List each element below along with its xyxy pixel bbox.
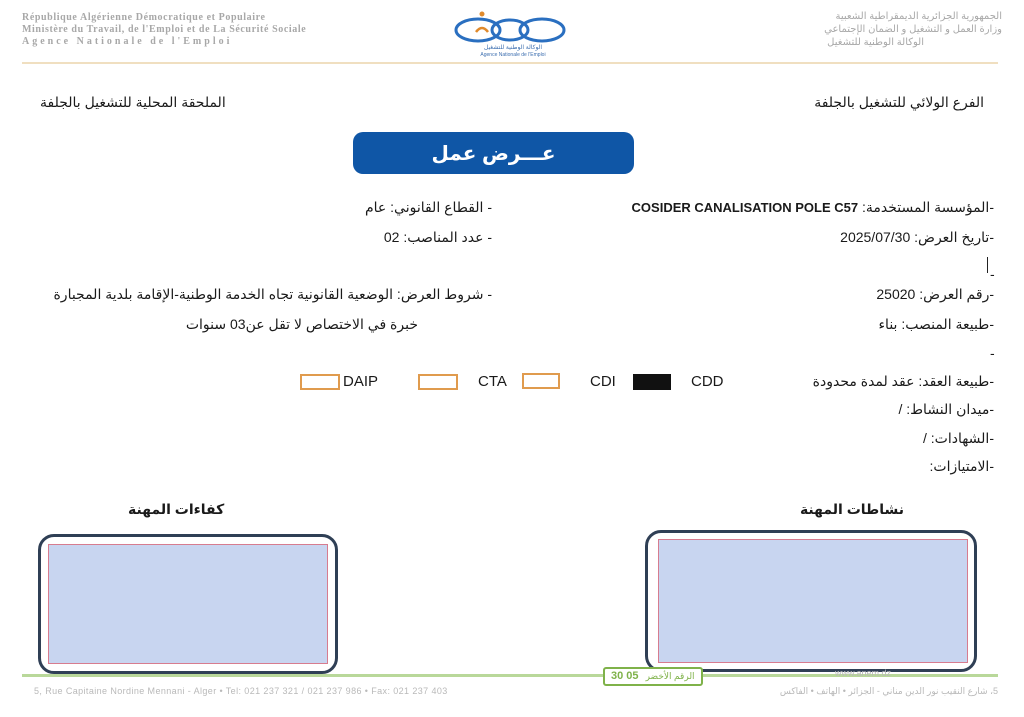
field-offer-date: -تاريخ العرض: 2025/07/30 bbox=[840, 229, 994, 245]
activities-frame bbox=[645, 530, 977, 672]
field-diplomas: -الشهادات: / bbox=[922, 430, 994, 446]
contract-cdi-checkbox[interactable] bbox=[522, 373, 560, 389]
contract-nature: طبيعة العقد: عقد لمدة محدودة bbox=[812, 373, 990, 389]
competencies-heading: كفاءات المهنة bbox=[128, 501, 225, 517]
field-employer: -المؤسسة المستخدمة: COSIDER CANALISATION POLE C57 bbox=[631, 199, 994, 215]
footer-address-ar: 5، شارع النقيب نور الدين مناني - الجزائر • الهاتف • الفاكس bbox=[779, 686, 998, 696]
employer-label: المؤسسة المستخدمة: bbox=[861, 199, 990, 215]
branch-wilaya: الفرع الولائي للتشغيل بالجلفة bbox=[814, 94, 984, 110]
employer-value: COSIDER CANALISATION POLE C57 bbox=[631, 200, 859, 215]
field-legal-sector: - القطاع القانوني: عام bbox=[364, 199, 492, 215]
header-ar-line1: الجمهورية الجزائرية الديمقراطية الشعبية bbox=[835, 11, 1002, 22]
competencies-frame bbox=[38, 534, 338, 674]
field-experience: خبرة في الاختصاص لا تقل عن03 سنوات bbox=[185, 316, 418, 332]
field-offer-number: -رقم العرض: 25020 bbox=[876, 286, 994, 302]
header-fr-line2: Ministère du Travail, de l'Emploi et de La Sécurité Sociale bbox=[22, 24, 307, 35]
contract-cdi-label: CDI bbox=[590, 373, 616, 390]
field-offer-conditions: - شروط العرض: الوضعية القانونية تجاه الخدمة الوطنية-الإقامة بلدية المجبارة bbox=[53, 286, 492, 302]
field-activity: -ميدان النشاط: / bbox=[898, 401, 994, 417]
bullet-mark: - bbox=[990, 345, 995, 361]
header-divider bbox=[22, 62, 998, 64]
header-fr-line3: Agence Nationale de l'Emploi bbox=[22, 36, 233, 47]
header-ar-line3: الوكالة الوطنية للتشغيل bbox=[827, 37, 924, 48]
footer-address-fr: 5, Rue Capitaine Nordine Mennani - Alger • Tel: 021 237 321 / 021 237 986 • Fax: 021 237 403 bbox=[34, 686, 448, 696]
position-nature: طبيعة المنصب: بناء bbox=[878, 316, 990, 332]
benefits: الامتيازات: bbox=[929, 458, 990, 474]
field-benefits: -الامتيازات: bbox=[929, 458, 994, 474]
contract-daip-checkbox[interactable] bbox=[300, 374, 340, 390]
offer-title: عـــرض عمل bbox=[353, 132, 634, 174]
branch-local: الملحقة المحلية للتشغيل بالجلفة bbox=[40, 94, 226, 110]
field-contract-nature: -طبيعة العقد: عقد لمدة محدودة bbox=[812, 373, 994, 389]
anem-logo-icon bbox=[448, 8, 578, 48]
contract-cdd-label: CDD bbox=[691, 373, 724, 390]
header-fr-line1: République Algérienne Démocratique et Populaire bbox=[22, 12, 266, 23]
bullet-mark: - bbox=[990, 266, 995, 282]
contract-cdd-checkbox[interactable] bbox=[633, 374, 671, 390]
activities-heading: نشاطات المهنة bbox=[799, 501, 904, 517]
activity-field: ميدان النشاط: / bbox=[898, 401, 990, 417]
website: www.anem.dz bbox=[835, 668, 892, 678]
text-cursor bbox=[987, 257, 988, 273]
contract-daip-label: DAIP bbox=[343, 373, 379, 390]
activities-area[interactable] bbox=[658, 539, 968, 663]
green-number: 30 05 bbox=[611, 670, 639, 682]
green-number-label: الرقم الأخضر bbox=[645, 671, 695, 681]
header-ar-line2: وزارة العمل و التشغيل و الضمان الإجتماعي bbox=[824, 24, 1002, 35]
competencies-area[interactable] bbox=[48, 544, 328, 664]
diplomas: الشهادات: / bbox=[922, 430, 990, 446]
offer-date: تاريخ العرض: 2025/07/30 bbox=[840, 229, 990, 245]
anem-logo bbox=[448, 8, 578, 60]
offer-number: رقم العرض: 25020 bbox=[876, 286, 990, 302]
logo-caption-fr: Agence Nationale de l'Emploi bbox=[480, 52, 546, 58]
green-number-badge bbox=[603, 667, 703, 686]
field-position-nature: -طبيعة المنصب: بناء bbox=[878, 316, 994, 332]
field-positions-count: - عدد المناصب: 02 bbox=[383, 229, 492, 245]
contract-cta-checkbox[interactable] bbox=[418, 374, 458, 390]
logo-caption-ar: الوكالة الوطنية للتشغيل bbox=[483, 45, 543, 51]
contract-cta-label: CTA bbox=[478, 373, 507, 390]
